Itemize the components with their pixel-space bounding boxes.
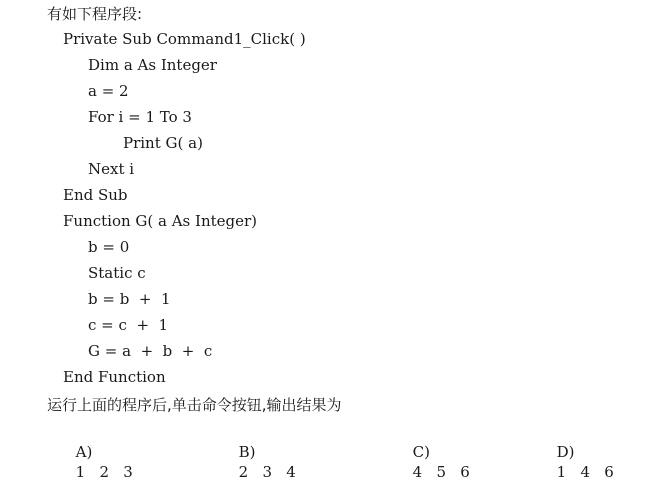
code-line-static: Static c: [88, 264, 146, 282]
code-line-increment-b: b = b + 1: [88, 290, 171, 308]
option-b-text: 2 3 4: [238, 463, 296, 481]
option-b-letter: B): [238, 443, 256, 461]
code-line-assign-a: a = 2: [88, 82, 129, 100]
code-line-for: For i = 1 To 3: [88, 108, 192, 126]
option-a-text: 1 2 3: [75, 463, 133, 481]
option-d-letter: D): [556, 443, 575, 461]
code-line-next: Next i: [88, 160, 135, 178]
option-b[interactable]: [210, 422, 296, 481]
code-line-end-sub: End Sub: [63, 186, 128, 204]
option-a-letter: A): [75, 443, 93, 461]
code-line-sub-header: Private Sub Command1_Click( ): [63, 30, 306, 48]
question-prompt: 运行上面的程序后,单击命令按钮,输出结果为: [47, 396, 342, 414]
code-line-end-function: End Function: [63, 368, 166, 386]
question-intro: 有如下程序段:: [47, 5, 143, 23]
code-line-dim: Dim a As Integer: [88, 56, 217, 74]
option-c-letter: C): [412, 443, 430, 461]
code-line-function-header: Function G( a As Integer): [63, 212, 258, 230]
option-c[interactable]: [384, 422, 470, 481]
option-c-text: 4 5 6: [412, 463, 470, 481]
option-d-text: 1 4 6: [556, 463, 614, 481]
option-d[interactable]: [528, 422, 614, 481]
option-a[interactable]: [47, 422, 133, 481]
code-line-print: Print G( a): [123, 134, 203, 152]
code-line-return: G = a + b + c: [88, 342, 213, 360]
code-line-increment-c: c = c + 1: [88, 316, 169, 334]
code-line-assign-b: b = 0: [88, 238, 130, 256]
